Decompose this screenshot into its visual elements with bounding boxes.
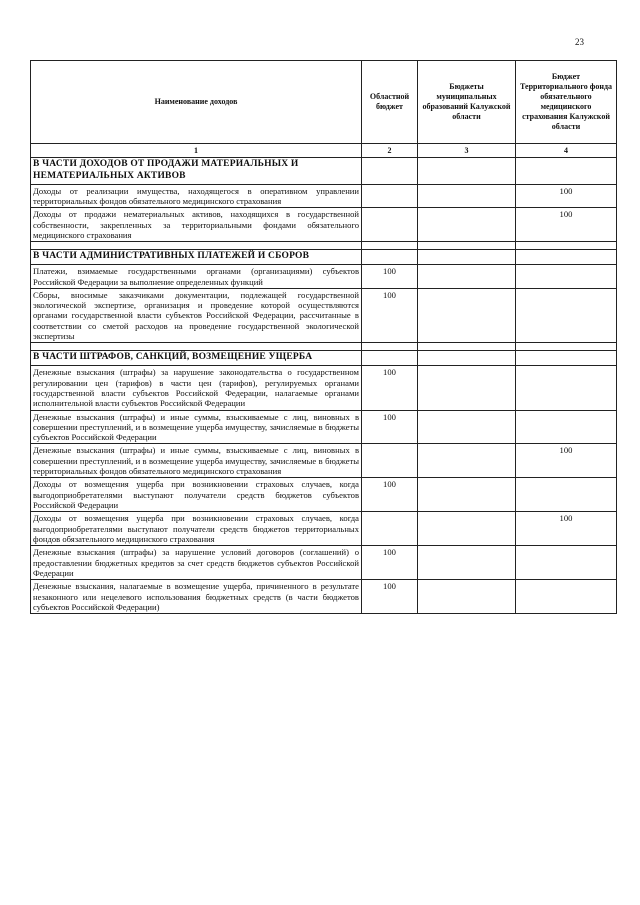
revenue-name: Доходы от реализации имущества, находящегося в оперативном управлении территориальных фондов обязательного медицинского страхования [31,184,362,208]
column-number: 1 [31,144,362,158]
tfoms-budget-share [516,580,617,614]
table-header-row [31,61,617,144]
revenue-name: Денежные взыскания (штрафы) и иные суммы, взыскиваемые с лиц, виновных в совершении преступлений, и в возмещение ущерба имуществу, зачисляемые в бюджеты субъектов Российской Федерации [31,410,362,444]
table-row [31,444,617,478]
empty-cell [516,158,617,185]
revenue-name: Денежные взыскания, налагаемые в возмещение ущерба, причиненного в результате незаконного или нецелевого использования бюджетных средств (в части бюджетов субъектов Российской Федерации) [31,580,362,614]
section-title: В ЧАСТИ АДМИНИСТРАТИВНЫХ ПЛАТЕЖЕЙ И СБОРОВ [31,250,362,265]
header-regional-budget: Областной бюджет [362,61,418,144]
regional-budget-share: 100 [362,366,418,410]
section-title: В ЧАСТИ ДОХОДОВ ОТ ПРОДАЖИ МАТЕРИАЛЬНЫХ И НЕМАТЕРИАЛЬНЫХ АКТИВОВ [31,158,362,185]
municipal-budget-share [418,288,516,343]
tfoms-budget-share [516,410,617,444]
empty-cell [418,343,516,351]
municipal-budget-share [418,265,516,289]
column-number: 2 [362,144,418,158]
page-number: 23 [575,37,584,47]
tfoms-budget-share: 100 [516,512,617,546]
empty-cell [362,351,418,366]
regional-budget-share: 100 [362,410,418,444]
table-body [31,158,617,614]
empty-cell [516,343,617,351]
regional-budget-share [362,444,418,478]
municipal-budget-share [418,444,516,478]
regional-budget-share: 100 [362,265,418,289]
empty-cell [362,242,418,250]
section-title: В ЧАСТИ ШТРАФОВ, САНКЦИЙ, ВОЗМЕЩЕНИЕ УЩЕРБА [31,351,362,366]
municipal-budget-share [418,512,516,546]
regional-budget-share: 100 [362,478,418,512]
tfoms-budget-share [516,366,617,410]
tfoms-budget-share [516,546,617,580]
revenue-name: Денежные взыскания (штрафы) и иные суммы, взыскиваемые с лиц, виновных в совершении преступлений, и в возмещение ущерба имуществу, зачисляемые в бюджеты территориальных фондов обязательного медицинского страхования [31,444,362,478]
column-number-row [31,144,617,158]
table-row [31,546,617,580]
empty-cell [516,250,617,265]
revenue-table [30,60,617,614]
empty-cell [362,343,418,351]
empty-cell [362,158,418,185]
empty-cell [362,250,418,265]
section-row [31,351,617,366]
tfoms-budget-share [516,265,617,289]
table-row [31,512,617,546]
table-row [31,366,617,410]
municipal-budget-share [418,208,516,242]
revenue-name: Сборы, вносимые заказчиками документации, подлежащей государственной экологической экспертизе, организация и проведение которой осуществляются органами государственной власти субъектов Российской Федерации, рассчитанные в соответствии со сметой расходов на проведение государственной экологической экспертизы [31,288,362,343]
tfoms-budget-share [516,288,617,343]
empty-cell [418,242,516,250]
regional-budget-share [362,512,418,546]
tfoms-budget-share [516,478,617,512]
revenue-name: Доходы от продажи нематериальных активов, находящихся в государственной собственности, закрепленных за территориальными фондами обязательного медицинского страхования [31,208,362,242]
spacer-row [31,242,617,250]
empty-cell [516,351,617,366]
empty-cell [516,242,617,250]
revenue-name: Доходы от возмещения ущерба при возникновении страховых случаев, когда выгодоприобретателями выступают получатели средств бюджетов субъектов Российской Федерации [31,478,362,512]
header-revenue-name: Наименование доходов [31,61,362,144]
municipal-budget-share [418,184,516,208]
revenue-name: Денежные взыскания (штрафы) за нарушение условий договоров (соглашений) о предоставлении бюджетных кредитов за счет средств бюджетов субъектов Российской Федерации [31,546,362,580]
spacer-row [31,343,617,351]
regional-budget-share: 100 [362,546,418,580]
empty-cell [31,242,362,250]
header-municipal-budgets: Бюджеты муниципальных образований Калужской области [418,61,516,144]
revenue-name: Доходы от возмещения ущерба при возникновении страховых случаев, когда выгодоприобретателями выступают получатели средств бюджетов территориальных фондов обязательного медицинского страхования [31,512,362,546]
table-row [31,580,617,614]
header-tfoms-budget: Бюджет Территориального фонда обязательного медицинского страхования Калужской области [516,61,617,144]
empty-cell [418,351,516,366]
table-row [31,208,617,242]
regional-budget-share [362,208,418,242]
municipal-budget-share [418,366,516,410]
column-number: 3 [418,144,516,158]
tfoms-budget-share: 100 [516,184,617,208]
table-row [31,288,617,343]
section-row [31,158,617,185]
empty-cell [31,343,362,351]
municipal-budget-share [418,546,516,580]
table-row [31,478,617,512]
section-row [31,250,617,265]
regional-budget-share: 100 [362,288,418,343]
revenue-name: Платежи, взимаемые государственными органами (организациями) субъектов Российской Федерации за выполнение определенных функций [31,265,362,289]
column-number: 4 [516,144,617,158]
table-row [31,184,617,208]
revenue-name: Денежные взыскания (штрафы) за нарушение законодательства о государственном регулировании цен (тарифов) в части цен (тарифов), регулируемых органами государственной власти субъектов Российской Федерации, налагаемые органами исполнительной власти субъектов Российской Федерации [31,366,362,410]
tfoms-budget-share: 100 [516,444,617,478]
empty-cell [418,158,516,185]
regional-budget-share: 100 [362,580,418,614]
municipal-budget-share [418,410,516,444]
empty-cell [418,250,516,265]
municipal-budget-share [418,580,516,614]
municipal-budget-share [418,478,516,512]
table-row [31,265,617,289]
table-row [31,410,617,444]
tfoms-budget-share: 100 [516,208,617,242]
regional-budget-share [362,184,418,208]
